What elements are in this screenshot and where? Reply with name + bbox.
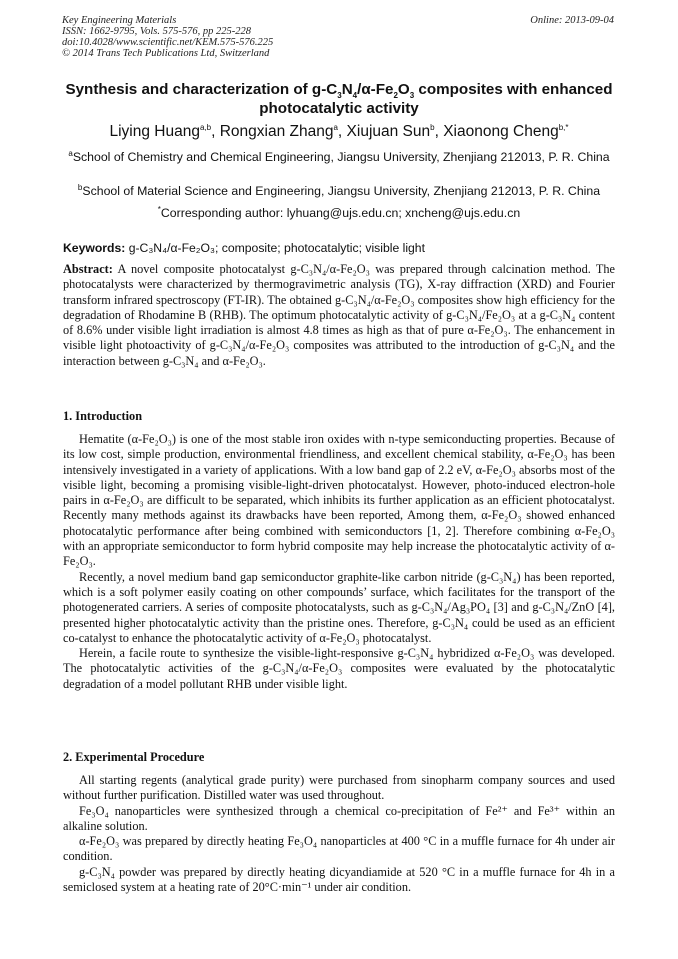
author-name: Liying Huang xyxy=(109,123,200,140)
author-name: Xiujuan Sun xyxy=(346,123,431,140)
paragraph: Hematite (α-Fe₂O₃) is one of the most stable iron oxides with n-type semiconducting properties. Because of its low cost, simple production, environmental friendliness, and excellent chemical stability, α-Fe₂O₃ has been intensively investigated in a variety of applications. With a low band gap of 2.2 eV, α-Fe₂O₃ absorbs most of the visible light, becoming a promising visible-light-driven photocatalyst. However, photo-induced electron-hole pairs in α-Fe₂O₃ are difficult to be separated, which inhibits its further application as an efficient photocatalyst. Recently many methods against its drawbacks have been reported, Among them, α-Fe₂O₃ showed enhanced photocatalytic performance after being combined with semiconductors [1, 2]. Therefore combining α-Fe₂O₃ with an appropriate semiconductor to form hybrid composite may help increase the photocatalytic activity of α-Fe₂O₃. xyxy=(63,432,615,569)
paper-title: Synthesis and characterization of $g-C_3N_4/\alpha-Fe_2O_3$ composites with enhanced photocatalytic activity xyxy=(65,81,613,117)
author-name: Rongxian Zhang xyxy=(219,123,334,140)
abstract xyxy=(63,262,615,369)
author-name: Xiaonong Cheng xyxy=(443,123,559,140)
corresponding-author: *Corresponding author: lyhuang@ujs.edu.cn; xncheng@ujs.edu.cn xyxy=(157,204,521,220)
author-list: Liying Huang$^{a,b}$, Rongxian Zhang$^a$, Xiujuan Sun$^b$, Xiaonong Cheng$^{b,*}$ xyxy=(109,122,569,140)
author-affil-marker: a xyxy=(333,122,338,132)
abstract-label: Abstract: xyxy=(63,262,113,276)
copyright-line: © 2014 Trans Tech Publications Ltd, Switzerland xyxy=(62,48,270,59)
paragraph: Fe₃O₄ nanoparticles were synthesized through a chemical co-precipitation of Fe²⁺ and Fe³⁺ within an alkaline solution. xyxy=(63,803,615,833)
paragraph: α-Fe₂O₃ was prepared by directly heating Fe₃O₄ nanoparticles at 400 °C in a muffle furnace for 4h under air condition. xyxy=(63,834,615,864)
section-heading-introduction: 1. Introduction xyxy=(63,409,143,423)
author-affil-marker: b xyxy=(430,122,435,132)
journal-header xyxy=(62,15,422,59)
section-experimental xyxy=(63,773,615,895)
author-affil-marker: a,b xyxy=(199,122,212,132)
section-heading-experimental: 2. Experimental Procedure xyxy=(63,750,205,764)
keywords-label: Keywords: xyxy=(63,241,126,255)
paragraph: All starting regents (analytical grade purity) were purchased from sinopharm company sources and used without further purification. Distilled water was used throughout. xyxy=(63,773,615,803)
paragraph: g-C₃N₄ powder was prepared by directly heating dicyandiamide at 520 °C in a muffle furnace for 4h in a semiclosed system at a heating rate of 20°C·min⁻¹ under air condition. xyxy=(63,864,615,895)
issn-line: ISSN: 1662-9795, Vols. 575-576, pp 225-228 xyxy=(62,26,251,37)
affiliation-a: $^a$School of Chemistry and Chemical Engineering, Jiangsu University, Zhenjiang 212013, P. R. China xyxy=(68,148,610,164)
keywords-text: g-C₃N₄/α-Fe₂O₃; composite; photocatalytic; visible light xyxy=(128,241,425,255)
author-affil-marker: b,* xyxy=(558,122,569,132)
doi-link[interactable]: doi:10.4028/www.scientific.net/KEM.575-576.225 xyxy=(62,37,274,48)
online-date: Online: 2013-09-04 xyxy=(530,15,614,26)
paragraph: Recently, a novel medium band gap semiconductor graphite-like carbon nitride (g-C₃N₄) has been reported, which is a soft polymer easily coating on other compounds’ surface, which facilitates for the transport of the photogenerated carriers. A series of composite photocatalysts, such as g-C₃N₄/Ag₃PO₄ [3] and g-C₃N₄/ZnO [4], presented higher photocatalytic activity than the pristine ones. Therefore, g-C₃N₄ could be used as an efficient co-catalyst to enhance the photocatalytic activity of α-Fe₂O₃ photocatalyst. xyxy=(63,569,615,645)
section-introduction xyxy=(63,432,615,692)
keywords xyxy=(63,241,615,256)
journal-name: Key Engineering Materials xyxy=(62,15,177,26)
paragraph: Herein, a facile route to synthesize the visible-light-responsive g-C₃N₄ hybridized α-Fe₂O₃ was developed. The photocatalytic activities of the g-C₃N₄/α-Fe₂O₃ composites were evaluated by the photocatalytic degradation of a model pollutant RHB under visible light. xyxy=(63,646,615,691)
abstract-text: A novel composite photocatalyst g-C₃N₄/α-Fe₂O₃ was prepared through calcination method. The photocatalysts were characterized by thermogravimetric analysis (TG), X-ray diffraction (XRD) and Fourier transform infrared spectroscopy (FT-IR). The obtained g-C₃N₄/α-Fe₂O₃ composites show high efficiency for the degradation of Rhodamine B (RHB). The optimum photocatalytic activity of g-C₃N₄/Fe₂O₃ at a g-C₃N₄ content of 8.6% under visible light irradiation is almost 4.8 times as high as that of pure α-Fe₂O₃. The enhancement in visible light photoactivity of g-C₃N₄/α-Fe₂O₃ composites was attributed to the introduction of g-C₃N₄ and the interaction between g-C₃N₄ and α-Fe₂O₃. xyxy=(63,262,615,368)
affiliation-b: $^b$School of Material Science and Engineering, Jiangsu University, Zhenjiang 212013, P. R. China xyxy=(77,182,601,198)
